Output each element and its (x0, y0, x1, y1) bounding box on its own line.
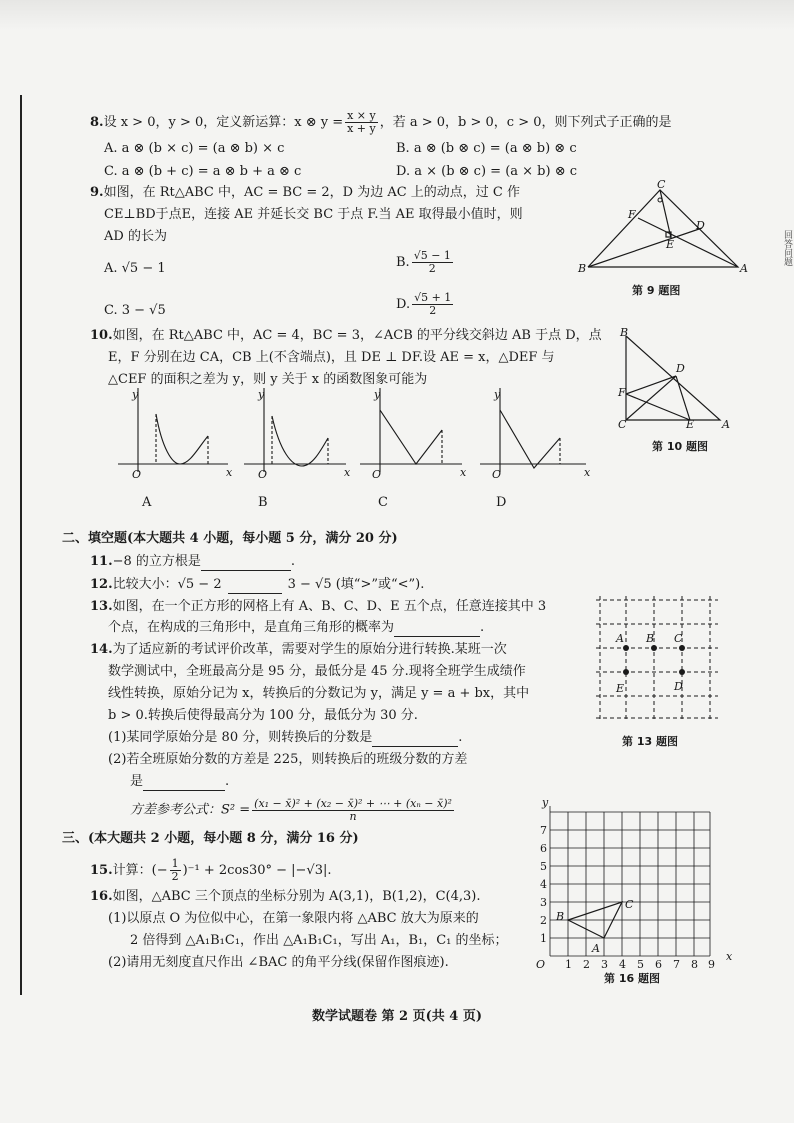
q10-label-d: D (676, 362, 685, 375)
q9-option-d (396, 292, 455, 317)
q10-caption: 第 10 题图 (652, 440, 708, 453)
q9-option-b-frac (412, 250, 453, 275)
q9-option-c: C. 3 − √5 (104, 303, 166, 318)
q15-frac-num: 1 (171, 857, 179, 870)
q8-fraction (345, 110, 378, 135)
q14-line4: b > 0.转换后使得最高分为 100 分，最低分为 30 分. (108, 708, 418, 723)
q15-frac (170, 858, 181, 883)
q10-b-origin: O (258, 468, 268, 481)
q16-x-tick-2: 2 (583, 958, 590, 971)
q9-line-af (638, 218, 738, 267)
q14-sub1 (108, 729, 462, 747)
left-margin-rule (20, 95, 22, 995)
q9-b-num: √5 − 1 (413, 249, 451, 262)
q16-y-tick-3: 3 (540, 896, 547, 909)
q16-y-tick-6: 6 (540, 842, 547, 855)
q14-line1-text: 为了适应新的考试评价改革，需要对学生的原始分进行转换.某班一次 (112, 642, 507, 657)
q9-line1-text: 如图，在 Rt△ABC 中，AC = BC = 2，D 为边 AC 上的动点，过 C 作 (103, 185, 521, 200)
q16-x-tick-8: 8 (691, 958, 698, 971)
q10-b-curve (272, 416, 328, 466)
q13-point-a (623, 645, 629, 651)
q10-c-y-label: y (374, 388, 381, 401)
q16-caption: 第 16 题图 (604, 972, 660, 985)
q13-grid-lines (596, 596, 718, 722)
q9-b-den: 2 (428, 262, 436, 275)
q10-label-b: B (620, 326, 629, 339)
q9-line2: CE⊥BD于点E，连接 AE 并延长交 BC 于点 F.当 AE 取得最小值时，则 (104, 207, 523, 222)
q16-x-tick-9: 9 (708, 958, 715, 971)
q16-x-tick-5: 5 (637, 958, 644, 971)
q14-formula-num: (x₁ − x̄)² + (x₂ − x̄)² + ⋯ + (xₙ − x̄)² (254, 797, 452, 810)
q16-line1-text: 如图，△ABC 三个顶点的坐标分别为 A(3,1)，B(1,2)，C(4,3). (112, 889, 481, 904)
q9-number: 9. (90, 185, 104, 200)
q8-frac-den: x + y (347, 122, 376, 135)
section-2-heading: 二、填空题(本大题共 4 小题，每小题 5 分，满分 20 分) (62, 531, 398, 546)
q9-line1 (90, 184, 520, 202)
q10-d-y-label: y (494, 388, 501, 401)
q8-frac-num: x × y (347, 109, 376, 122)
q9-option-b-prefix: B. (396, 255, 410, 270)
q9-caption: 第 9 题图 (632, 284, 681, 297)
q8-stem-a: 设 x > 0，y > 0，定义新运算：x ⊗ y = (103, 115, 344, 130)
q16-sub1a: (1)以原点 O 为位似中心，在第一象限内将 △ABC 放大为原来的 (108, 911, 479, 926)
q16-y-tick-5: 5 (540, 860, 547, 873)
page-footer: 数学试题卷 第 2 页(共 4 页) (311, 1009, 483, 1024)
q13-label-d: D (674, 680, 683, 693)
q14-sub2-blank[interactable] (143, 776, 225, 791)
q9-line-ce (660, 190, 671, 238)
q16-grid-lines (550, 806, 710, 956)
q13-line2-text: 个点，在构成的三角形中，是直角三角形的概率为 (108, 620, 395, 635)
q10-d-x-label: x (584, 466, 591, 479)
q13-line1-text: 如图，在一个正方形的网格上有 A、B、C、D、E 五个点，任意连接其中 3 (112, 599, 547, 614)
q16-grid-figure (530, 796, 740, 976)
q15-number: 15. (90, 863, 113, 878)
q10-line-df (626, 376, 676, 394)
q13-point-d (679, 669, 685, 675)
q10-graph-a (118, 388, 233, 488)
q9-d-num: √5 + 1 (414, 291, 452, 304)
q10-a-x-label: x (226, 466, 233, 479)
q16-x-tick-3: 3 (601, 958, 608, 971)
q9-option-a: A. √5 − 1 (104, 261, 166, 276)
q16-sub1b: 2 倍得到 △A₁B₁C₁，作出 △A₁B₁C₁，写出 A₁，B₁，C₁ 的坐标； (130, 933, 508, 948)
q10-number: 10. (90, 328, 113, 343)
q8-stem (90, 110, 672, 135)
q9-option-d-frac (412, 292, 453, 317)
q11 (90, 553, 295, 571)
q14-sub2b (130, 773, 229, 791)
q16-number: 16. (90, 889, 113, 904)
q11-number: 11. (90, 554, 113, 569)
q10-option-b-label: B (258, 495, 268, 510)
q10-d-polyline (500, 410, 560, 468)
q9-line-bd (588, 228, 702, 267)
q14-formula-label: 方差参考公式：S² = (130, 802, 251, 818)
q14-line2: 数学测试中，全班最高分是 95 分，最低分是 45 分.现将全班学生成绩作 (108, 664, 526, 679)
q9-label-f: F (628, 208, 636, 221)
q13-line1 (90, 598, 546, 616)
q8-option-d: D. a × (b ⊗ c) = (a × b) ⊗ c (396, 164, 578, 179)
q10-graph-b (234, 388, 349, 488)
q8-option-a: A. a ⊗ (b × c) = (a ⊗ b) × c (104, 141, 285, 156)
q10-graph-c (350, 388, 465, 488)
q13-label-c: C (674, 632, 683, 645)
q10-label-e: E (686, 418, 695, 431)
q9-figure (578, 180, 748, 280)
q16-y-label: y (542, 796, 549, 809)
q12-number: 12. (90, 577, 113, 592)
q14-formula-frac (252, 798, 454, 823)
q9-point-mark (658, 198, 662, 202)
q16-y-tick-2: 2 (540, 914, 547, 927)
q14-formula (130, 798, 456, 823)
q10-c-polyline (380, 410, 442, 464)
q11-text: −8 的立方根是 (112, 554, 201, 569)
q13-point-b (651, 645, 657, 651)
q16-label-c: C (625, 898, 634, 911)
section-3-heading: 三、(本大题共 2 小题，每小题 8 分，满分 16 分) (62, 831, 359, 846)
scan-shadow (0, 0, 794, 30)
q14-sub2b-text: 是 (130, 774, 144, 789)
q15-frac-den: 2 (171, 870, 179, 883)
q16-label-b: B (556, 910, 565, 923)
q8-number: 8. (90, 115, 104, 130)
q14-sub2-end: . (225, 774, 230, 789)
q10-b-x-label: x (344, 466, 351, 479)
q13-point-c (679, 645, 685, 651)
q9-option-d-prefix: D. (396, 297, 411, 312)
q8-stem-b: ，若 a > 0，b > 0，c > 0，则下列式子正确的是 (379, 115, 672, 130)
q10-a-origin: O (132, 468, 142, 481)
q10-line1-text: 如图，在 Rt△ABC 中，AC = 4，BC = 3，∠ACB 的平分线交斜边 AB 于点 D，点 (112, 328, 602, 343)
q13-label-b: B (646, 632, 655, 645)
q10-line1 (90, 327, 602, 345)
q10-c-origin: O (372, 468, 382, 481)
q9-label-e: E (666, 238, 675, 251)
q16-x-tick-7: 7 (673, 958, 680, 971)
q16-y-tick-4: 4 (540, 878, 547, 891)
q15 (90, 858, 332, 883)
q14-sub1-end: . (458, 730, 463, 745)
q11-end: . (290, 554, 296, 569)
q9-label-a: A (740, 262, 748, 275)
q13-line2 (108, 619, 484, 637)
q15-text-a: 计算： (112, 863, 152, 878)
q9-d-den: 2 (429, 304, 437, 317)
q14-line1 (90, 641, 507, 659)
q8-option-b: B. a ⊗ (b ⊗ c) = (a ⊗ b) ⊗ c (396, 141, 577, 156)
q13-grid-figure (592, 594, 722, 724)
q9-option-b (396, 250, 455, 275)
q12-text-a: 比较大小：√5 − 2 (112, 577, 222, 592)
q14-number: 14. (90, 642, 113, 657)
q14-sub1-text: (1)某同学原始分是 80 分，则转换后的分数是 (108, 730, 373, 745)
q9-label-b: B (578, 262, 587, 275)
q12-answer-blank[interactable] (228, 579, 282, 594)
q10-graph-d (470, 388, 590, 488)
q10-option-a-label: A (142, 495, 152, 510)
q14-sub1-blank[interactable] (372, 732, 458, 747)
q10-label-a: A (722, 418, 730, 431)
q13-label-e: E (616, 682, 625, 695)
q14-line3: 线性转换，原始分记为 x，转换后的分数记为 y，满足 y = a + bx，其中 (108, 686, 530, 701)
q10-line3: △CEF 的面积之差为 y，则 y 关于 x 的函数图象可能为 (108, 372, 428, 387)
q15-text-b: )⁻¹ + 2cos30° − |−√3|. (182, 863, 332, 878)
q10-option-d-label: D (496, 495, 507, 510)
q16-y-tick-7: 7 (540, 824, 547, 837)
q16-x-tick-1: 1 (565, 958, 572, 971)
q10-label-f: F (618, 386, 626, 399)
q8-option-c: C. a ⊗ (b + c) = a ⊗ b + a ⊗ c (104, 164, 302, 179)
q13-point-e (623, 669, 629, 675)
q10-option-c-label: C (378, 495, 388, 510)
q10-line-fe (626, 394, 690, 420)
q16-x-label: x (726, 950, 733, 963)
q11-answer-blank[interactable] (201, 556, 291, 571)
q16-x-tick-4: 4 (619, 958, 626, 971)
q13-end: . (480, 620, 485, 635)
q10-c-x-label: x (460, 466, 467, 479)
q16-y-tick-1: 1 (540, 932, 547, 945)
q14-formula-den: n (349, 810, 357, 823)
q13-caption: 第 13 题图 (622, 735, 678, 748)
q13-answer-blank[interactable] (394, 622, 480, 637)
q10-a-y-label: y (132, 388, 139, 401)
q10-b-y-label: y (258, 388, 265, 401)
q10-figure (618, 326, 730, 431)
q13-number: 13. (90, 599, 113, 614)
q9-label-c: C (657, 178, 666, 191)
q10-bisector (626, 376, 676, 420)
side-mark: 回答问题 (782, 230, 792, 266)
q9-line3: AD 的长为 (104, 229, 167, 244)
q16-label-a: A (592, 942, 600, 955)
q16-x-tick-6: 6 (655, 958, 662, 971)
q15-paren: (− (151, 863, 168, 878)
q10-line2: E，F 分别在边 CA，CB 上(不含端点)，且 DE ⊥ DF.设 AE = x，△DEF 与 (108, 350, 555, 365)
q9-label-d: D (696, 219, 705, 232)
q13-label-a: A (616, 632, 624, 645)
q10-a-curve (156, 414, 208, 464)
q12 (90, 576, 424, 594)
q14-sub2: (2)若全班原始分数的方差是 225，则转换后的班级分数的方差 (108, 752, 468, 767)
q10-label-c: C (618, 418, 627, 431)
q16-sub2: (2)请用无刻度直尺作出 ∠BAC 的角平分线(保留作图痕迹). (108, 955, 449, 970)
q16-origin: O (536, 958, 546, 971)
q10-line-de (676, 376, 690, 420)
q12-text-b: 3 − √5 (填“>”或“<”). (287, 577, 425, 592)
q10-d-origin: O (492, 468, 502, 481)
q16-line1 (90, 888, 481, 906)
